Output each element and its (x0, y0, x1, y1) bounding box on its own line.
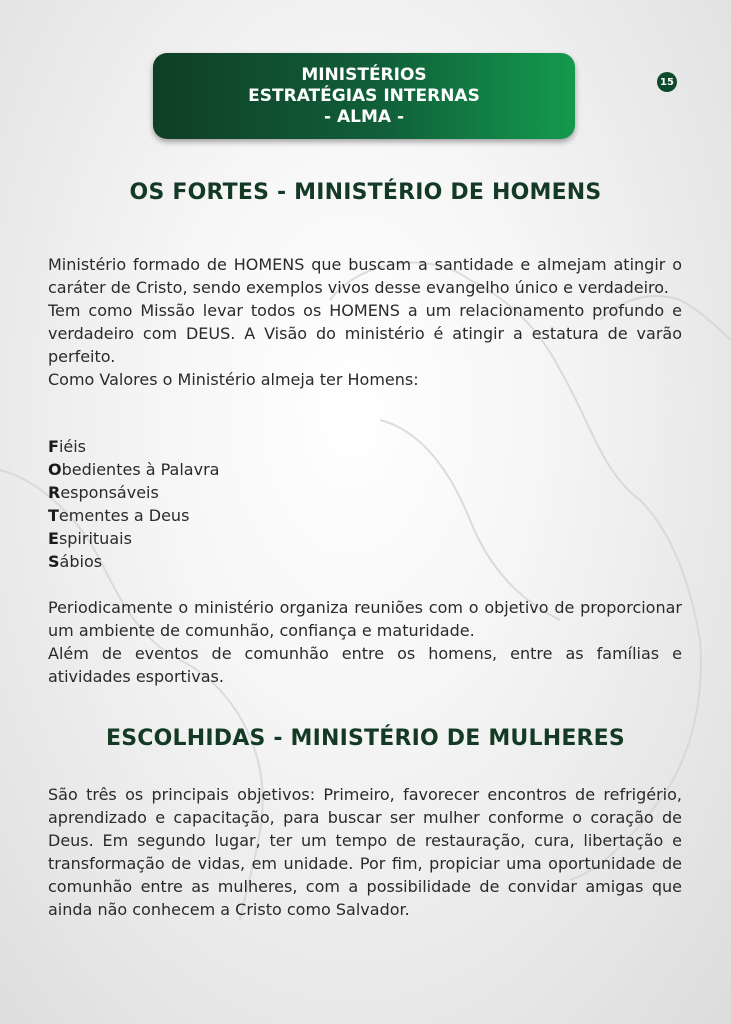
value-rest: iéis (58, 437, 87, 456)
value-initial: S (48, 552, 60, 571)
header-line-3: - ALMA - (323, 106, 404, 127)
header-line-1: MINISTÉRIOS (301, 64, 427, 85)
men-closing-paragraph-1: Periodicamente o ministério organiza reuniões com o objetivo de proporcionar um ambiente de comunhão, confiança e maturidade. (48, 598, 682, 640)
men-intro-text (48, 253, 682, 391)
value-initial: E (48, 529, 59, 548)
section-title-men: OS FORTES - MINISTÉRIO DE HOMENS (129, 180, 602, 205)
women-paragraph (48, 783, 682, 921)
value-rest: bedientes à Palavra (61, 460, 220, 479)
value-item (48, 527, 682, 550)
women-paragraph-text: São três os principais objetivos: Primeiro, favorecer encontros de refrigério, aprendizado e capacitação, para buscar ser mulher conforme o coração de Deus. Em segundo lugar, ter um tempo de restauração, cura, libertação e transformação de vidas, em unidade. Por fim, propiciar uma oportunidade de comunhão entre as mulheres, com a possibilidade de convidar amigas que ainda não conhecem a Cristo como Salvador. (48, 785, 682, 919)
value-rest: ementes a Deus (58, 506, 190, 525)
page-number-badge: 15 (657, 72, 677, 92)
value-item (48, 550, 682, 573)
men-closing-paragraph-2: Além de eventos de comunhão entre os homens, entre as famílias e atividades esportivas. (48, 644, 682, 686)
value-item (48, 504, 682, 527)
values-acrostic-list (48, 435, 682, 573)
men-intro-paragraph-1: Ministério formado de HOMENS que buscam a santidade e almejam atingir o caráter de Cristo, sendo exemplos vivos desse evangelho único e verdadeiro. (48, 255, 682, 297)
section-title-women: ESCOLHIDAS - MINISTÉRIO DE MULHERES (106, 726, 625, 751)
section-header-banner (153, 53, 575, 139)
value-item (48, 435, 682, 458)
value-initial: O (48, 460, 62, 479)
value-item (48, 458, 682, 481)
value-rest: ábios (59, 552, 103, 571)
men-intro-paragraph-2: Tem como Missão levar todos os HOMENS a um relacionamento profundo e verdadeiro com DEUS. A Visão do ministério é atingir a estatura de varão perfeito. (48, 301, 682, 366)
value-item (48, 481, 682, 504)
value-initial: F (48, 437, 59, 456)
men-intro-paragraph-3: Como Valores o Ministério almeja ter Homens: (48, 370, 419, 389)
header-line-2: ESTRATÉGIAS INTERNAS (248, 85, 480, 106)
value-rest: spirituais (58, 529, 132, 548)
value-initial: R (48, 483, 61, 502)
value-rest: esponsáveis (60, 483, 159, 502)
value-initial: T (48, 506, 59, 525)
men-closing-text (48, 596, 682, 688)
